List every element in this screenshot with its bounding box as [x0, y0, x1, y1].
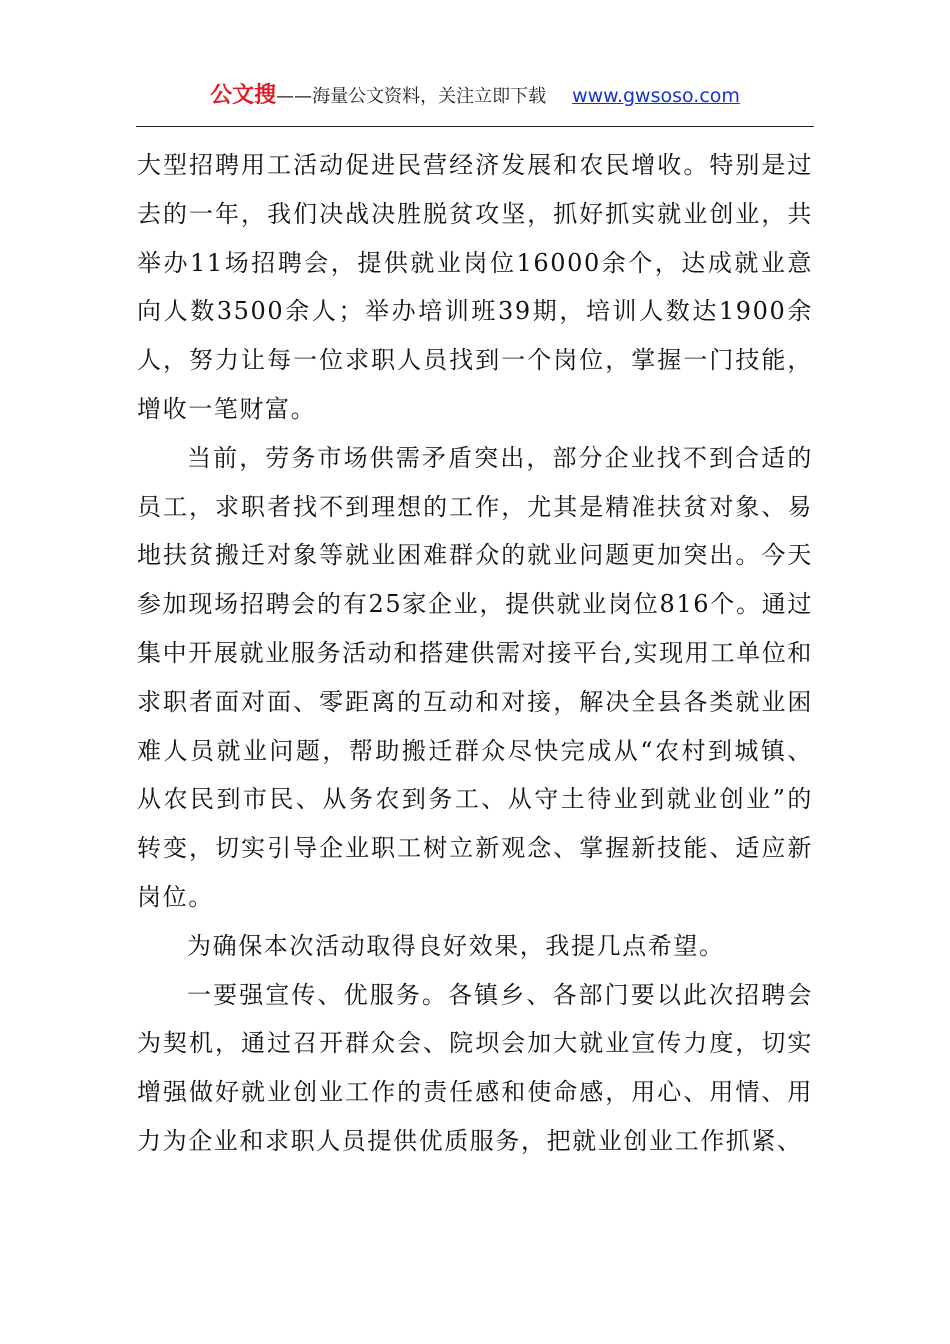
paragraph-1: 大型招聘用工活动促进民营经济发展和农民增收。特别是过去的一年，我们决战决胜脱贫攻坚，抓好抓实就业创业，共举办11场招聘会，提供就业岗位16000余个，达成就业意向人数3500余人；举办培训班39期，培训人数达1900余人，努力让每一位求职人员找到一个岗位，掌握一门技能，增收一笔财富。 — [137, 151, 813, 423]
website-link[interactable]: www.gwsoso.com — [572, 85, 740, 107]
paragraph-2: 当前，劳务市场供需矛盾突出，部分企业找不到合适的员工，求职者找不到理想的工作，尤其是精准扶贫对象、易地扶贫搬迁对象等就业困难群众的就业问题更加突出。今天参加现场招聘会的有25家企业，提供就业岗位816个。通过集中开展就业服务活动和搭建供需对接平台,实现用工单位和求职者面对面、零距离的互动和对接，解决全县各类就业困难人员就业问题，帮助搬迁群众尽快完成从“农村到城镇、从农民到市民、从务农到务工、从守土待业到就业创业”的转变，切实引导企业职工树立新观念、掌握新技能、适应新岗位。 — [137, 443, 813, 911]
page-header — [0, 78, 950, 114]
brand-logo-text: 公文搜 — [210, 83, 277, 108]
document-body — [137, 141, 813, 1166]
paragraph-4: 一要强宣传、优服务。各镇乡、各部门要以此次招聘会为契机，通过召开群众会、院坝会加大就业宣传力度，切实增强做好就业创业工作的责任感和使命感，用心、用情、用力为企业和求职人员提供优质服务，把就业创业工作抓紧、 — [137, 980, 813, 1155]
header-divider — [136, 126, 814, 127]
header-slogan: ——海量公文资料，关注立即下载 — [276, 86, 547, 107]
paragraph-3: 为确保本次活动取得良好效果，我提几点希望。 — [187, 931, 725, 960]
